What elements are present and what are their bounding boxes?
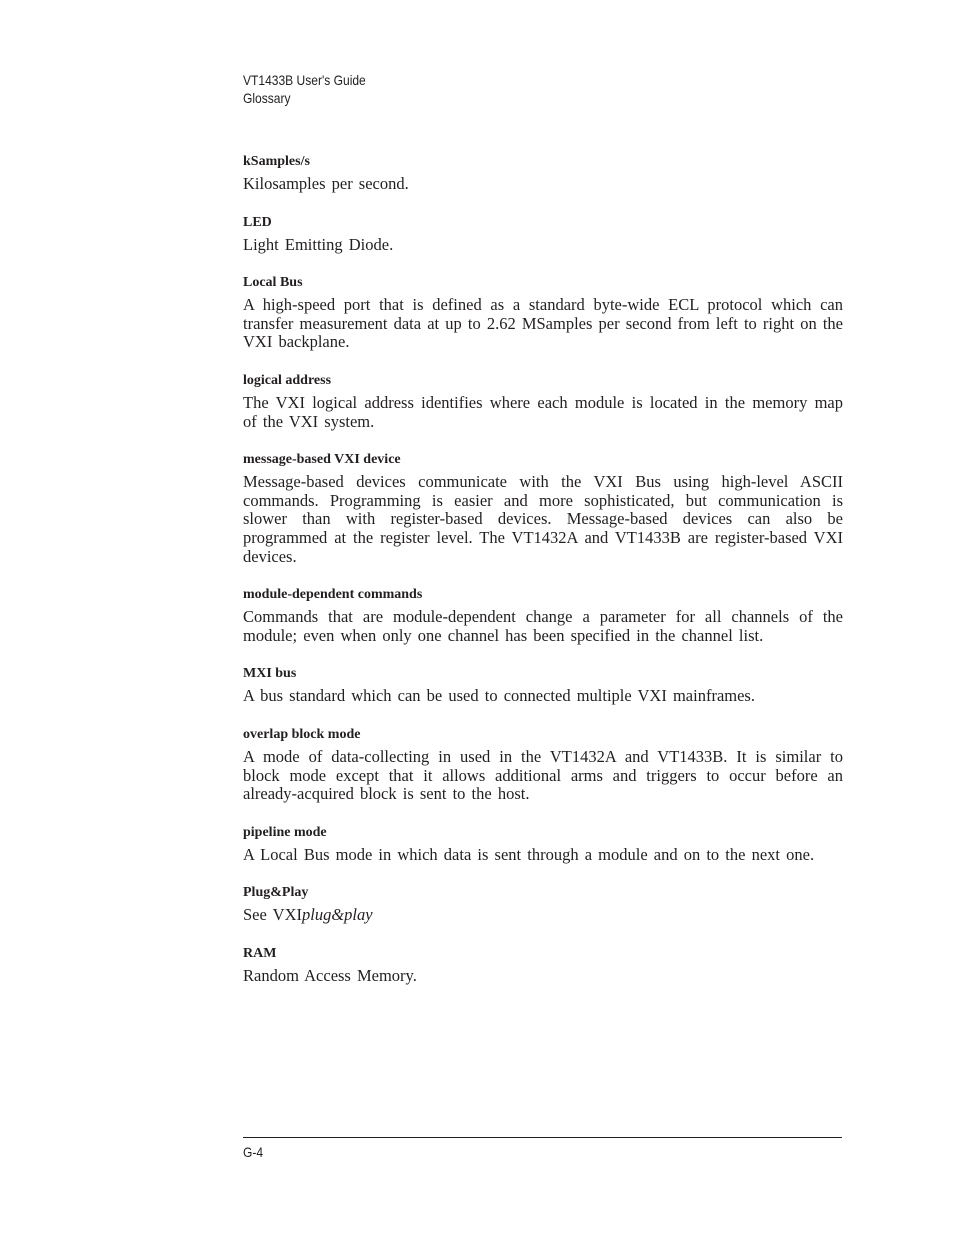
glossary-list: [243, 153, 843, 1005]
glossary-entry: [243, 945, 843, 986]
glossary-term: overlap block mode: [243, 726, 361, 742]
glossary-definition: A high-speed port that is defined as a standard byte-wide ECL protocol which can transfer measurement data at up to 2.62 MSamples per second from left to right on the VXI backplane.: [243, 295, 844, 352]
glossary-definition: The VXI logical address identifies where each module is located in the memory map of the VXI system.: [243, 392, 843, 431]
document-title: VT1433B User's Guide: [243, 72, 366, 88]
glossary-definition: A Local Bus mode in which data is sent through a module and on to the next one.: [243, 844, 815, 864]
glossary-entry: [243, 884, 843, 925]
definition-italic-text: plug&play: [301, 905, 373, 925]
glossary-entry: [243, 274, 843, 352]
glossary-entry: [243, 665, 843, 706]
glossary-definition: Random Access Memory.: [243, 965, 417, 985]
glossary-term: MXI bus: [243, 666, 297, 682]
glossary-term: Local Bus: [243, 275, 303, 291]
glossary-entry: [243, 586, 843, 645]
glossary-term: Plug&Play: [243, 885, 309, 901]
glossary-definition: [243, 906, 843, 925]
glossary-entry: [243, 214, 843, 255]
glossary-definition: A mode of data-collecting in used in the VT1432A and VT1433B. It is similar to block mode except that it allows additional arms and triggers to occur before an already-acquired block is sent to the host.: [243, 746, 843, 804]
glossary-term: LED: [243, 214, 272, 230]
glossary-term: module-dependent commands: [243, 587, 423, 603]
glossary-entry: [243, 824, 843, 865]
glossary-term: message-based VXI device: [243, 452, 401, 468]
section-title: Glossary: [243, 90, 291, 106]
page-number: G-4: [243, 1144, 264, 1160]
glossary-entry: [243, 451, 843, 566]
glossary-entry: [243, 153, 843, 194]
glossary-definition: A bus standard which can be used to connected multiple VXI mainframes.: [243, 686, 755, 706]
glossary-entry: [243, 372, 843, 431]
page-header: [243, 71, 366, 107]
glossary-entry: [243, 726, 843, 804]
glossary-term: RAM: [243, 945, 277, 961]
glossary-term: pipeline mode: [243, 824, 327, 840]
glossary-definition: Commands that are module-dependent change a parameter for all channels of the module; even when only one channel has been specified in the channel list.: [243, 607, 843, 645]
glossary-definition: Kilosamples per second.: [243, 174, 409, 193]
footer-rule: [243, 1137, 842, 1138]
glossary-definition: Light Emitting Diode.: [243, 234, 394, 254]
glossary-term: logical address: [243, 372, 332, 388]
glossary-term: kSamples/s: [243, 154, 310, 169]
glossary-definition: Message-based devices communicate with the VXI Bus using high-level ASCII commands. Programming is easier and more sophisticated, but communication is slower than with register-based devices. Message-based devices can also be programmed at the register level. The VT1432A and VT1433B are register-based VXI devices.: [243, 472, 843, 566]
definition-text: See VXI: [243, 905, 302, 925]
